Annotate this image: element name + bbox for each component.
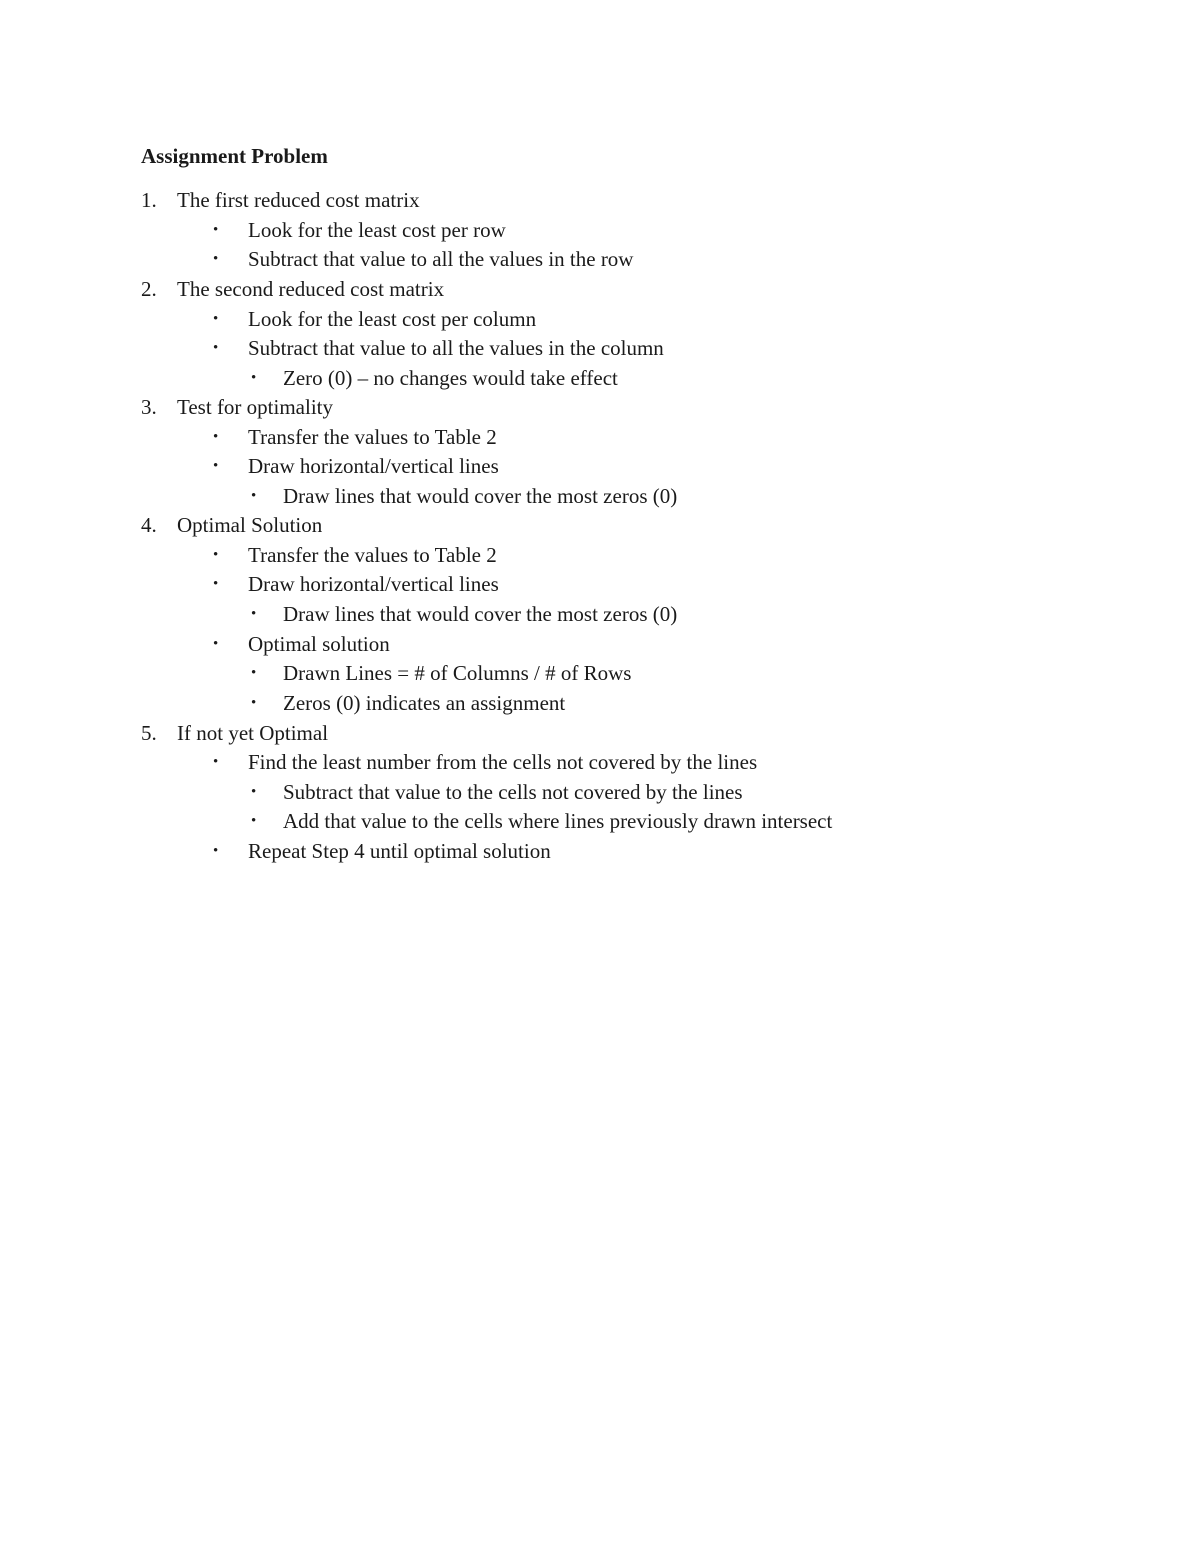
bullet-icon: • [213,843,219,859]
document-title: Assignment Problem [141,144,328,168]
bullet-icon: • [251,695,257,711]
bullet-icon: • [213,547,219,563]
sub-bullet-text: Draw lines that would cover the most zeros (0) [283,602,678,626]
bullet-icon: • [251,665,257,681]
step-text: If not yet Optimal [177,721,329,745]
step-text: Test for optimality [177,395,334,419]
bullet-icon: • [251,488,257,504]
step-text: Optimal Solution [177,513,323,537]
step-text: The first reduced cost matrix [177,188,420,212]
bullet-text: Look for the least cost per column [248,307,537,331]
bullet-text: Subtract that value to all the values in the column [248,336,664,360]
bullet-icon: • [251,813,257,829]
bullet-text: Find the least number from the cells not covered by the lines [248,750,758,774]
step-text: The second reduced cost matrix [177,277,445,301]
step-number: 3. [141,395,157,419]
bullet-text: Look for the least cost per row [248,218,506,242]
sub-bullet-text: Zero (0) – no changes would take effect [283,366,618,390]
bullet-icon: • [213,340,219,356]
step-number: 2. [141,277,157,301]
bullet-text: Optimal solution [248,632,390,656]
bullet-text: Subtract that value to all the values in the row [248,247,634,271]
bullet-icon: • [213,311,219,327]
bullet-icon: • [213,754,219,770]
bullet-icon: • [213,636,219,652]
bullet-icon: • [213,458,219,474]
step-number: 1. [141,188,157,212]
bullet-icon: • [213,429,219,445]
bullet-text: Draw horizontal/vertical lines [248,572,499,596]
bullet-icon: • [251,784,257,800]
sub-bullet-text: Subtract that value to the cells not covered by the lines [283,780,743,804]
step-number: 5. [141,721,157,745]
bullet-icon: • [251,606,257,622]
bullet-icon: • [251,370,257,386]
sub-bullet-text: Drawn Lines = # of Columns / # of Rows [283,661,632,685]
bullet-text: Transfer the values to Table 2 [248,543,497,567]
bullet-icon: • [213,222,219,238]
sub-bullet-text: Add that value to the cells where lines previously drawn intersect [283,809,833,833]
sub-bullet-text: Zeros (0) indicates an assignment [283,691,566,715]
bullet-text: Draw horizontal/vertical lines [248,454,499,478]
bullet-icon: • [213,576,219,592]
bullet-text: Repeat Step 4 until optimal solution [248,839,551,863]
bullet-text: Transfer the values to Table 2 [248,425,497,449]
sub-bullet-text: Draw lines that would cover the most zeros (0) [283,484,678,508]
step-number: 4. [141,513,157,537]
bullet-icon: • [213,251,219,267]
